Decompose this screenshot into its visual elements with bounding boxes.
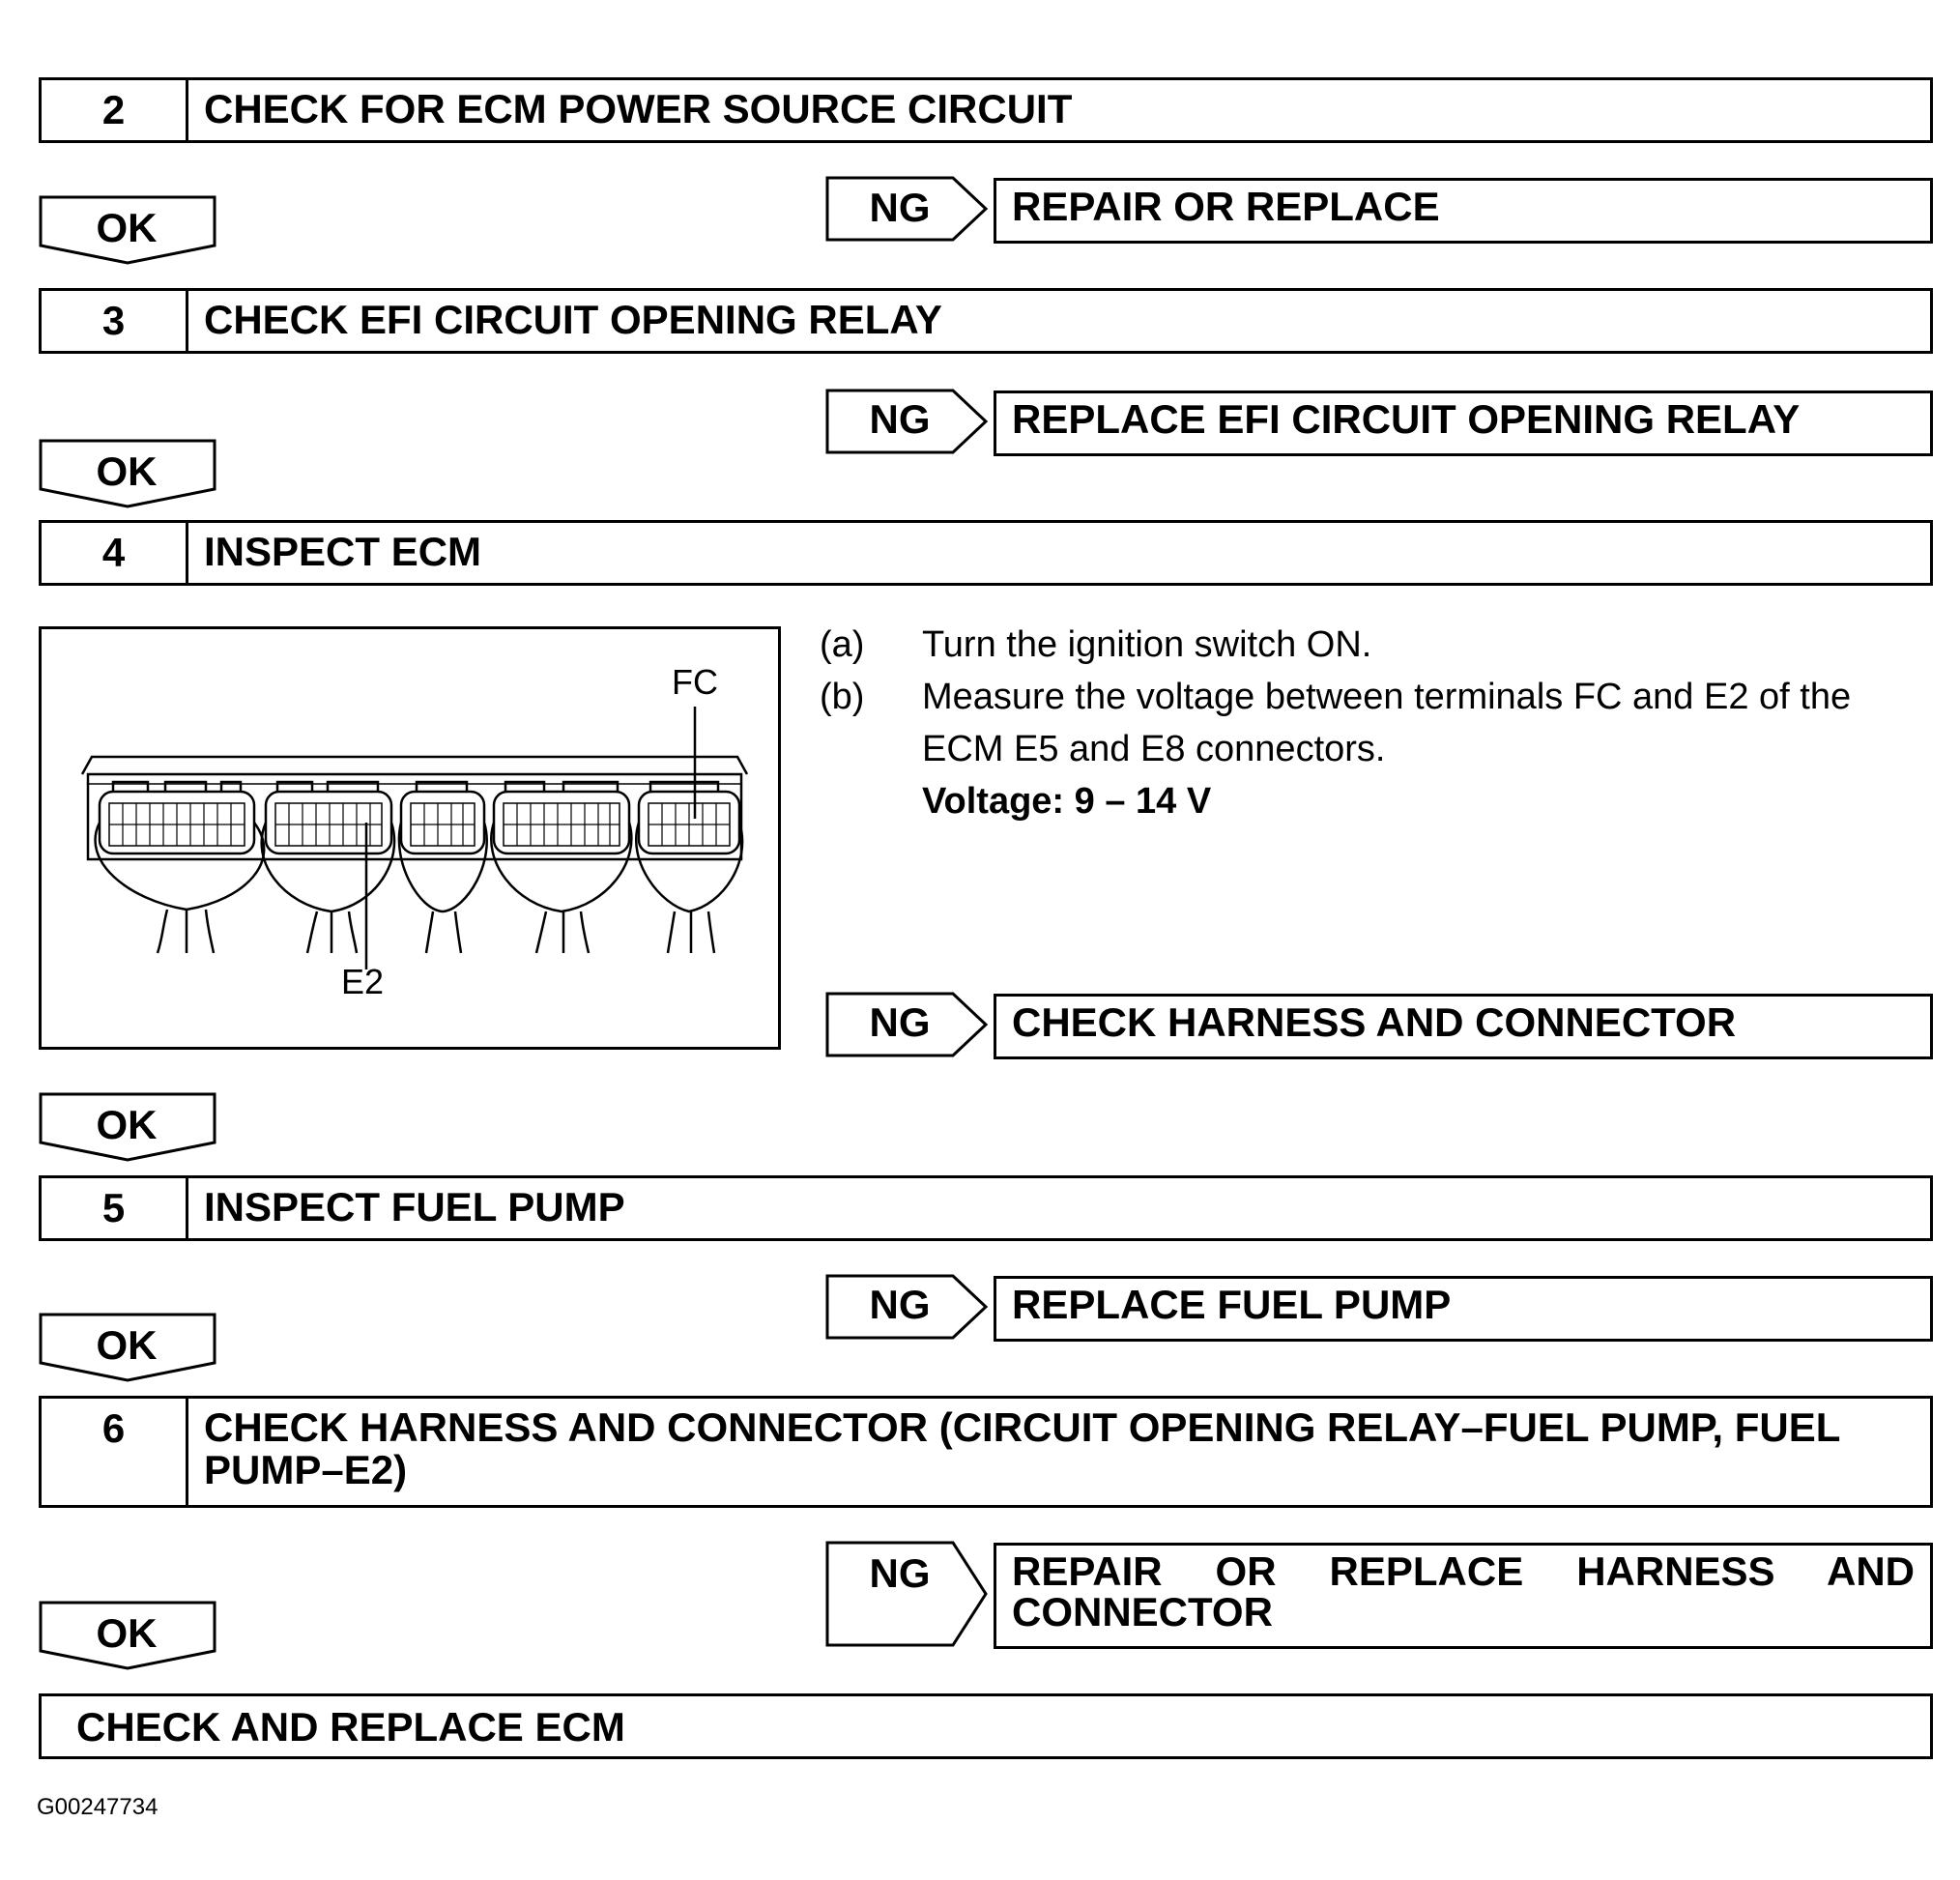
ng-label-2: NG xyxy=(869,396,931,442)
ecm-connector-illustration xyxy=(39,626,781,1050)
terminal-e2-label: E2 xyxy=(341,962,385,1001)
instruction-a-text: Turn the ignition switch ON. xyxy=(922,624,1372,665)
ng-label-3: NG xyxy=(869,999,931,1045)
final-action-box xyxy=(39,1693,1933,1759)
instruction-a xyxy=(820,619,1950,677)
step-4-title: INSPECT ECM xyxy=(204,529,482,574)
step-4-header xyxy=(39,520,1933,586)
step-5-header xyxy=(39,1175,1933,1241)
terminal-fc-label: FC xyxy=(672,662,718,702)
step-6-header xyxy=(39,1396,1933,1508)
ecm-connector-diagram xyxy=(42,629,778,1047)
connector-3 xyxy=(401,782,484,853)
step-6-number: 6 xyxy=(42,1399,188,1505)
step-2-header xyxy=(39,77,1933,143)
step-3-header xyxy=(39,288,1933,354)
ng-result-4-text: REPLACE FUEL PUMP xyxy=(1012,1282,1452,1327)
connector-2 xyxy=(266,782,391,853)
voltage-spec: Voltage: 9 – 14 V xyxy=(922,781,1212,822)
ng-result-3-text: CHECK HARNESS AND CONNECTOR xyxy=(1012,999,1737,1045)
step-5-number: 5 xyxy=(42,1178,188,1238)
ng-result-5-text: REPAIR OR REPLACE HARNESS AND CONNECTOR xyxy=(1012,1548,1915,1634)
instruction-b-label: (b) xyxy=(820,677,865,717)
ng-result-1 xyxy=(994,178,1933,244)
instruction-a-label: (a) xyxy=(820,624,865,665)
connector-4 xyxy=(494,782,629,853)
ng-label-5: NG xyxy=(869,1550,931,1596)
ok-label-2: OK xyxy=(96,448,158,494)
step-3-number: 3 xyxy=(42,291,188,351)
ng-label-1: NG xyxy=(869,185,931,230)
ng-result-4 xyxy=(994,1276,1933,1342)
ok-label-1: OK xyxy=(96,205,158,250)
instruction-b-line2: ECM E5 and E8 connectors. xyxy=(922,729,1386,769)
step-2-title: CHECK FOR ECM POWER SOURCE CIRCUIT xyxy=(204,86,1073,131)
step-4-number: 4 xyxy=(42,523,188,583)
ng-result-5 xyxy=(994,1543,1933,1649)
step-6-title: CHECK HARNESS AND CONNECTOR (CIRCUIT OPENING RELAY–FUEL PUMP, FUEL PUMP–E2) xyxy=(204,1404,1840,1492)
instruction-b-line1: Measure the voltage between terminals FC and E2 of the xyxy=(922,677,1852,717)
ok-label-5: OK xyxy=(96,1610,158,1656)
ng-label-4: NG xyxy=(869,1282,931,1327)
step-5-title: INSPECT FUEL PUMP xyxy=(204,1184,625,1229)
ng-result-1-text: REPAIR OR REPLACE xyxy=(1012,184,1440,229)
instruction-b xyxy=(820,671,1950,835)
ng-result-2-text: REPLACE EFI CIRCUIT OPENING RELAY xyxy=(1012,396,1801,442)
ng-result-3 xyxy=(994,994,1933,1059)
final-action-text: CHECK AND REPLACE ECM xyxy=(76,1704,625,1750)
ok-label-4: OK xyxy=(96,1322,158,1368)
ng-result-2 xyxy=(994,390,1933,456)
figure-code: G00247734 xyxy=(37,1794,159,1820)
step-2-number: 2 xyxy=(42,80,188,140)
step-3-title: CHECK EFI CIRCUIT OPENING RELAY xyxy=(204,297,942,342)
ok-label-3: OK xyxy=(96,1102,158,1147)
